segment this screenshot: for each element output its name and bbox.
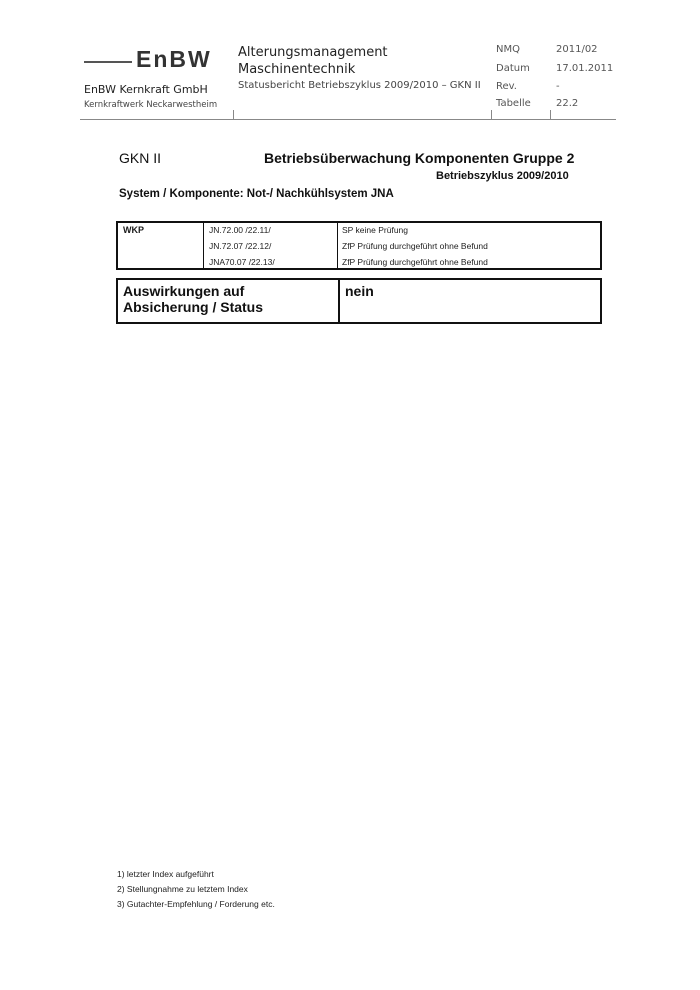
column-divider: [337, 223, 338, 268]
header-divider: [80, 119, 616, 120]
document-title-line2: Maschinentechnik: [238, 62, 356, 77]
wkp-table: [116, 221, 602, 270]
meta-label-nmq: NMQ: [496, 44, 520, 55]
operating-cycle: Betriebszyklus 2009/2010: [436, 170, 569, 182]
status-table: [116, 278, 602, 324]
wkp-result: ZfP Prüfung durchgeführt ohne Befund: [342, 257, 488, 267]
wkp-result: ZfP Prüfung durchgeführt ohne Befund: [342, 241, 488, 251]
wkp-code: JN.72.07 /22.12/: [209, 241, 272, 251]
meta-value-datum: 17.01.2011: [556, 63, 614, 74]
document-title-line1: Alterungsmanagement: [238, 45, 388, 60]
status-label-line2: Absicherung / Status: [123, 299, 264, 315]
footnote: 2) Stellungnahme zu letztem Index: [117, 884, 248, 894]
status-label: [123, 283, 263, 315]
system-component: System / Komponente: Not-/ Nachkühlsystem JNA: [119, 188, 394, 200]
plant-name: Kernkraftwerk Neckarwestheim: [84, 100, 218, 110]
logo-line: [84, 61, 132, 63]
meta-label-datum: Datum: [496, 63, 530, 74]
status-label-line1: Auswirkungen auf: [123, 283, 245, 299]
header-tick: [550, 110, 551, 120]
column-divider: [203, 223, 204, 268]
company-name: EnBW Kernkraft GmbH: [84, 83, 208, 96]
wkp-code: JN.72.00 /22.11/: [209, 225, 271, 235]
status-value: nein: [345, 283, 374, 299]
report-title: Betriebsüberwachung Komponenten Gruppe 2: [264, 150, 575, 166]
header-tick: [491, 110, 492, 120]
wkp-result: SP keine Prüfung: [342, 225, 408, 235]
meta-value-tabelle: 22.2: [556, 98, 579, 109]
header-tick: [233, 110, 234, 120]
meta-value-nmq: 2011/02: [556, 44, 598, 55]
footnote: 1) letzter Index aufgeführt: [117, 869, 214, 879]
column-divider: [338, 280, 340, 322]
meta-label-rev: Rev.: [496, 81, 517, 92]
document-title: [238, 44, 388, 78]
meta-label-tabelle: Tabelle: [496, 98, 531, 109]
wkp-code: JNA70.07 /22.13/: [209, 257, 275, 267]
plant-code: GKN II: [119, 150, 162, 166]
meta-value-rev: -: [556, 81, 560, 92]
document-subtitle: Statusbericht Betriebszyklus 2009/2010 – GKN II: [238, 80, 481, 91]
wkp-label: WKP: [123, 225, 144, 235]
footnote: 3) Gutachter-Empfehlung / Forderung etc.: [117, 899, 275, 909]
enbw-logo: EnBW: [136, 46, 212, 72]
